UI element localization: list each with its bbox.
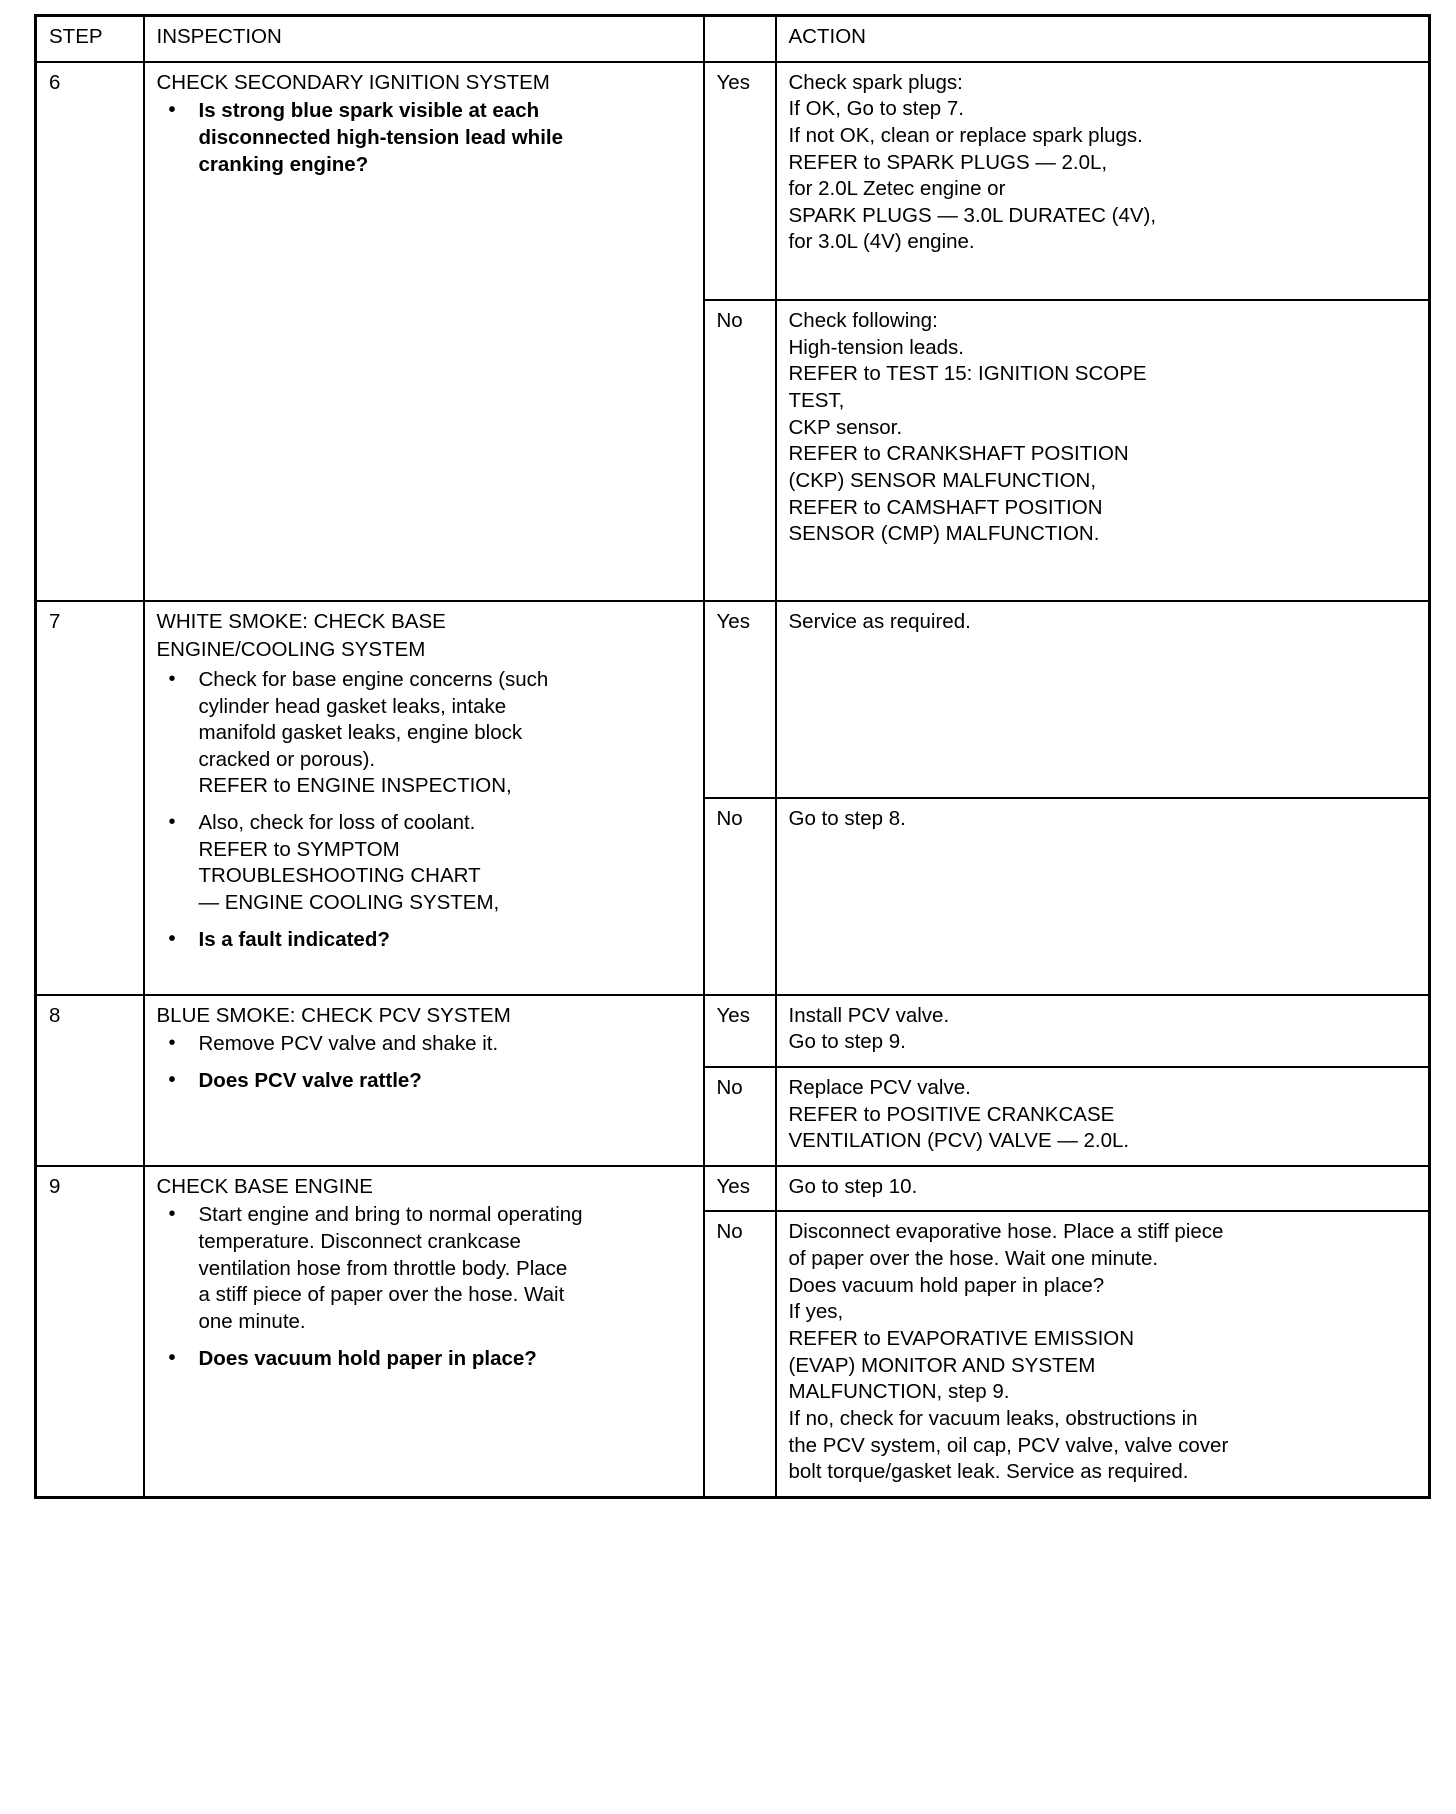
table-row: [36, 62, 1430, 301]
branch-label-yes: Yes: [704, 601, 776, 798]
action-cell: Go to step 10.: [776, 1166, 1430, 1212]
branch-label-no: No: [704, 1067, 776, 1166]
inspection-cell: [144, 995, 704, 1166]
inspection-title-cont: ENGINE/COOLING SYSTEM: [156, 638, 426, 662]
header-blank: [704, 16, 776, 62]
action-cell: Disconnect evaporative hose. Place a stiff piece of paper over the hose. Wait one minute. Does vacuum hold paper in place? If yes, REFER to EVAPORATIVE EMISSION (EVAP) MONITOR AND SYSTEM MALFUNCTION, step 9. If no, check for vacuum leaks, obstructions in the PCV system, oil cap, PCV valve, valve cover bolt torque/gasket leak. Service as required.: [776, 1211, 1430, 1497]
action-cell: Check spark plugs: If OK, Go to step 7. If not OK, clean or replace spark plugs. REFER to SPARK PLUGS — 2.0L, for 2.0L Zetec engine or SPARK PLUGS — 3.0L DURATEC (4V), for 3.0L (4V) engine.: [776, 62, 1430, 301]
branch-label-no: No: [704, 1211, 776, 1497]
inspection-bullets: [157, 1031, 693, 1094]
list-item: • Does PCV valve rattle?: [157, 1068, 693, 1095]
branch-label-yes: Yes: [704, 62, 776, 301]
inspection-bullets: [157, 667, 693, 953]
table-row: [36, 1166, 1430, 1212]
table-row: [36, 601, 1430, 798]
action-cell: Replace PCV valve. REFER to POSITIVE CRANKCASE VENTILATION (PCV) VALVE — 2.0L.: [776, 1067, 1430, 1166]
list-item: • Remove PCV valve and shake it.: [157, 1031, 693, 1058]
inspection-cell: [144, 601, 704, 995]
inspection-title: WHITE SMOKE: CHECK BASE: [156, 609, 446, 633]
inspection-cell: [144, 1166, 704, 1498]
action-cell: Service as required.: [776, 601, 1430, 798]
header-inspection: INSPECTION: [144, 16, 704, 62]
branch-label-yes: Yes: [704, 995, 776, 1067]
list-item: • Does vacuum hold paper in place?: [157, 1346, 693, 1373]
action-cell: Install PCV valve. Go to step 9.: [776, 995, 1430, 1067]
table-row: [36, 995, 1430, 1067]
inspection-title: CHECK SECONDARY IGNITION SYSTEM: [156, 70, 550, 94]
list-item: • Start engine and bring to normal operating temperature. Disconnect crankcase ventilation hose from throttle body. Place a stiff piece of paper over the hose. Wait one minute.: [157, 1202, 693, 1335]
inspection-bullets: [157, 1202, 693, 1372]
header-action: ACTION: [776, 16, 1430, 62]
branch-label-yes: Yes: [704, 1166, 776, 1212]
diagnostic-chart-table: [34, 14, 1431, 1499]
inspection-bullets: [157, 98, 693, 178]
step-number: 7: [36, 601, 144, 995]
list-item: • Is a fault indicated?: [157, 927, 693, 954]
inspection-title: CHECK BASE ENGINE: [156, 1174, 373, 1198]
branch-label-no: No: [704, 798, 776, 995]
branch-label-no: No: [704, 300, 776, 600]
list-item: • Check for base engine concerns (such cylinder head gasket leaks, intake manifold gasket leaks, engine block cracked or porous). REFER to ENGINE INSPECTION,: [157, 667, 693, 800]
table-header-row: [36, 16, 1430, 62]
step-number: 9: [36, 1166, 144, 1498]
step-number: 8: [36, 995, 144, 1166]
step-number: 6: [36, 62, 144, 601]
inspection-cell: [144, 62, 704, 601]
inspection-title: BLUE SMOKE: CHECK PCV SYSTEM: [156, 1003, 511, 1027]
action-cell: Go to step 8.: [776, 798, 1430, 995]
list-item: • Also, check for loss of coolant. REFER to SYMPTOM TROUBLESHOOTING CHART — ENGINE COOLING SYSTEM,: [157, 810, 693, 917]
action-cell: Check following: High-tension leads. REFER to TEST 15: IGNITION SCOPE TEST, CKP sensor. REFER to CRANKSHAFT POSITION (CKP) SENSOR MALFUNCTION, REFER to CAMSHAFT POSITION SENSOR (CMP) MALFUNCTION.: [776, 300, 1430, 600]
list-item: • Is strong blue spark visible at each disconnected high-tension lead while cranking engine?: [157, 98, 693, 178]
header-step: STEP: [36, 16, 144, 62]
